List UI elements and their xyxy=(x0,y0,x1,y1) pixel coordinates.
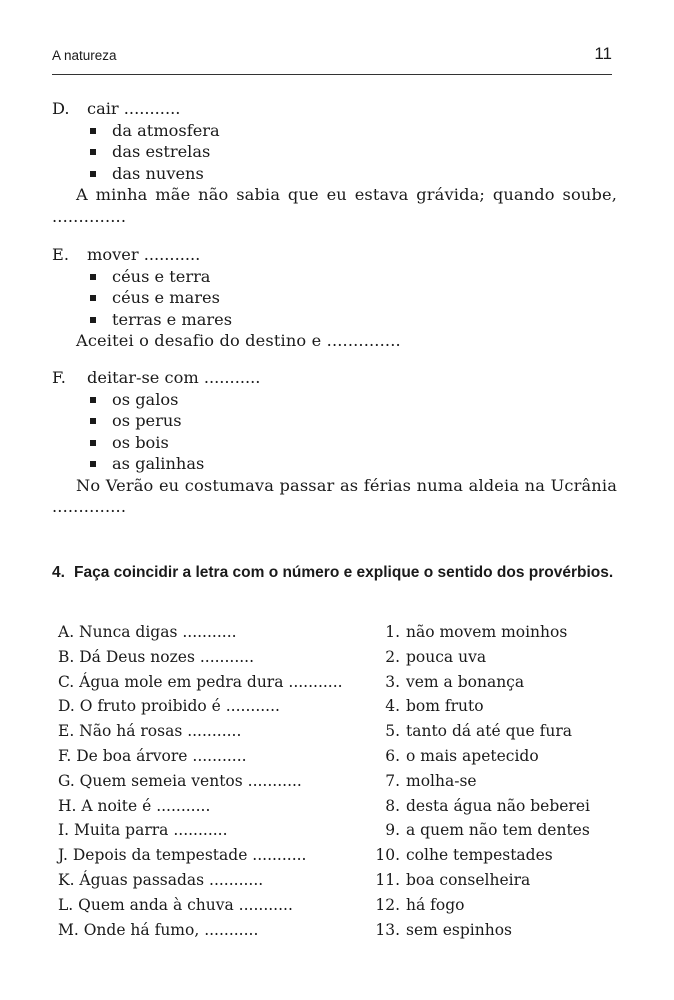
proverb-end xyxy=(372,620,590,645)
proverb-end-number: 7. xyxy=(385,771,400,790)
proverb-end-number: 13. xyxy=(375,920,400,939)
proverb-endings xyxy=(372,620,590,942)
exercise-letter: E. xyxy=(52,245,69,264)
option-item: os galos xyxy=(90,389,617,411)
proverb-end-number: 8. xyxy=(385,796,400,815)
option-list xyxy=(52,389,617,475)
proverb-start: H. A noite é ........... xyxy=(58,796,211,815)
section-4-heading xyxy=(52,562,617,584)
proverb-end-text: tanto dá até que fura xyxy=(406,722,572,741)
proverb-end-number: 4. xyxy=(385,697,400,716)
proverb-end xyxy=(372,868,590,893)
proverb-end-number: 11. xyxy=(375,870,400,889)
proverb-start: C. Água mole em pedra dura ........... xyxy=(58,672,343,691)
proverb-start: E. Não há rosas ........... xyxy=(58,722,242,741)
proverb-end xyxy=(372,893,590,918)
option-item: da atmosfera xyxy=(90,120,617,142)
proverb-end-text: molha-se xyxy=(406,771,477,790)
option-item: das nuvens xyxy=(90,163,617,185)
proverb-end-text: há fogo xyxy=(406,895,465,914)
proverb-end-text: a quem não tem dentes xyxy=(406,821,590,840)
proverb-end xyxy=(372,769,590,794)
proverb-end-text: sem espinhos xyxy=(406,920,513,939)
proverb-end xyxy=(372,645,590,670)
proverb-end-text: desta água não beberei xyxy=(406,796,590,815)
proverb-end-number: 3. xyxy=(385,672,400,691)
option-item: céus e terra xyxy=(90,266,617,288)
proverb-end-number: 5. xyxy=(385,722,400,741)
proverb-start: K. Águas passadas ........... xyxy=(58,870,264,889)
proverb-end-text: colhe tempestades xyxy=(406,846,553,865)
page-header xyxy=(52,44,612,75)
exercise-letter: F. xyxy=(52,368,66,387)
proverb-end-text: não movem moinhos xyxy=(406,623,568,641)
proverb-start: G. Quem semeia ventos ........... xyxy=(58,771,302,790)
option-list xyxy=(52,120,617,185)
proverb-beginnings xyxy=(58,620,343,942)
option-item: céus e mares xyxy=(90,287,617,309)
proverb-end xyxy=(372,918,590,943)
section-number: 4. xyxy=(52,564,65,581)
proverb-end-text: vem a bonança xyxy=(406,672,525,691)
proverb-end xyxy=(372,670,590,695)
proverb-end-number: 2. xyxy=(385,647,400,666)
proverb-start: A. Nunca digas ........... xyxy=(58,623,237,641)
proverb-end xyxy=(372,694,590,719)
proverb-start: M. Onde há fumo, ........... xyxy=(58,920,259,939)
proverb-end-number: 10. xyxy=(375,846,400,865)
option-item: terras e mares xyxy=(90,309,617,331)
page-number: 11 xyxy=(594,44,612,63)
proverb-end xyxy=(372,719,590,744)
proverb-end xyxy=(372,794,590,819)
exercise-f xyxy=(52,367,617,518)
option-item: os perus xyxy=(90,410,617,432)
option-item: das estrelas xyxy=(90,141,617,163)
proverb-start: B. Dá Deus nozes ........... xyxy=(58,647,255,666)
section-instruction: Faça coincidir a letra com o número e explique o sentido dos provérbios. xyxy=(74,564,614,581)
exercise-e xyxy=(52,244,617,352)
option-item: as galinhas xyxy=(90,453,617,475)
proverb-end-number: 9. xyxy=(385,821,400,840)
proverb-start: D. O fruto proibido é ........... xyxy=(58,697,280,716)
exercise-d xyxy=(52,98,617,227)
proverb-start: L. Quem anda à chuva ........... xyxy=(58,895,293,914)
proverb-end-number: 6. xyxy=(385,746,400,765)
proverb-end-text: bom fruto xyxy=(406,697,484,716)
option-item: os bois xyxy=(90,432,617,454)
chapter-title: A natureza xyxy=(52,48,117,63)
exercise-sentence: A minha mãe não sabia que eu estava grávida; quando soube, .............. xyxy=(52,185,617,226)
exercise-prompt: mover ........... xyxy=(87,245,201,264)
exercise-sentence: Aceitei o desafio do destino e .............. xyxy=(76,331,401,350)
proverb-start: I. Muita parra ........... xyxy=(58,821,228,840)
exercise-prompt: cair ........... xyxy=(87,99,181,118)
proverb-end xyxy=(372,744,590,769)
proverb-end xyxy=(372,818,590,843)
proverb-start: J. Depois da tempestade ........... xyxy=(58,846,307,865)
exercise-prompt: deitar-se com ........... xyxy=(87,368,261,387)
proverb-end-number: 12. xyxy=(375,895,400,914)
exercise-letter: D. xyxy=(52,99,70,118)
proverb-start: F. De boa árvore ........... xyxy=(58,746,247,765)
proverb-end-text: boa conselheira xyxy=(406,870,531,889)
proverb-end-text: o mais apetecido xyxy=(406,746,539,765)
option-list xyxy=(52,266,617,331)
exercise-sentence: No Verão eu costumava passar as férias numa aldeia na Ucrânia .............. xyxy=(52,475,617,516)
proverb-end-number: 1. xyxy=(385,623,400,641)
proverb-end xyxy=(372,843,590,868)
proverb-end-text: pouca uva xyxy=(406,647,487,666)
